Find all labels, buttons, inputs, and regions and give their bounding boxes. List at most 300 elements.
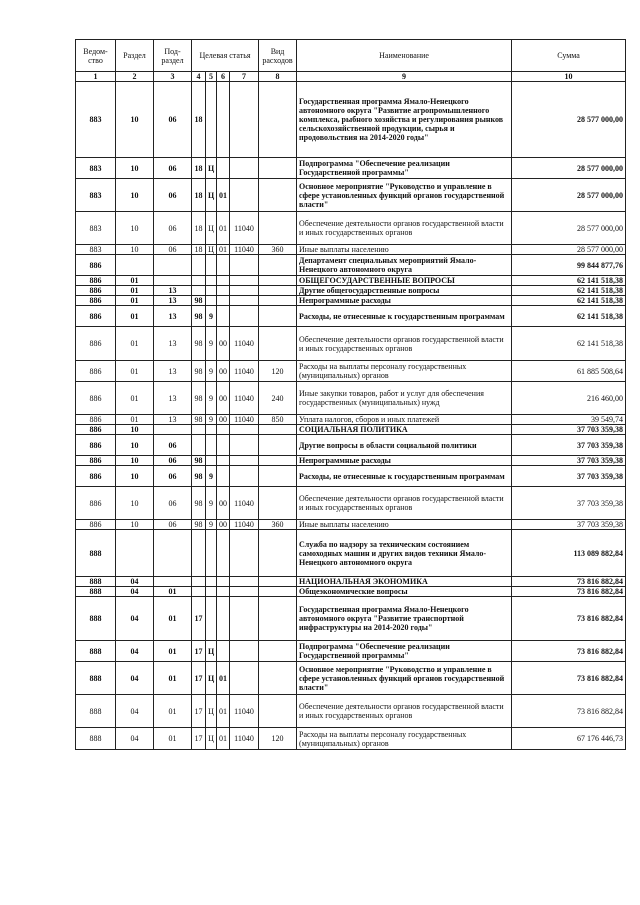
row-target-4 [230,306,259,327]
row-sum: 99 844 877,76 [512,255,626,276]
column-number: 1 [76,72,116,82]
row-name: Основное мероприятие "Руководство и управление в сфере установленных функций органов государственной власти" [297,179,512,212]
row-target-4 [230,456,259,466]
table-row [76,179,626,212]
row-podrazdel: 06 [154,466,192,487]
row-ved: 886 [76,425,116,435]
row-vid: 240 [259,382,297,415]
table-row [76,306,626,327]
row-vid [259,487,297,520]
row-sum: 37 703 359,38 [512,520,626,530]
row-target-1: 18 [192,245,206,255]
row-sum: 28 577 000,00 [512,212,626,245]
column-number-row [76,72,626,82]
header-row [76,40,626,72]
row-name: Общеэкономические вопросы [297,587,512,597]
row-vid [259,577,297,587]
row-ved: 888 [76,728,116,750]
row-sum: 62 141 518,38 [512,327,626,361]
row-sum: 28 577 000,00 [512,158,626,179]
row-name: Подпрограмма "Обеспечение реализации Государственной программы" [297,158,512,179]
table-row [76,158,626,179]
row-razdel: 04 [116,728,154,750]
row-sum: 39 549,74 [512,415,626,425]
row-sum: 216 460,00 [512,382,626,415]
row-podrazdel: 06 [154,487,192,520]
row-podrazdel: 01 [154,695,192,728]
row-name: Иные выплаты населению [297,245,512,255]
table-row [76,361,626,382]
row-razdel: 10 [116,82,154,158]
table-row [76,435,626,456]
row-podrazdel: 06 [154,456,192,466]
row-target-1 [192,530,206,577]
row-name: Подпрограмма "Обеспечение реализации Государственной программы" [297,641,512,662]
row-target-1: 17 [192,641,206,662]
row-ved: 883 [76,212,116,245]
row-target-4: 11040 [230,520,259,530]
row-target-4: 11040 [230,487,259,520]
row-target-3 [217,82,230,158]
row-name: Государственная программа Ямало-Ненецкого автономного округа "Развитие транспортной инфраструктуры на 2014-2020 годы" [297,597,512,641]
row-target-2 [206,82,217,158]
row-target-1: 98 [192,327,206,361]
row-target-2: 9 [206,306,217,327]
row-target-3 [217,435,230,456]
row-target-1: 17 [192,597,206,641]
row-ved: 886 [76,306,116,327]
row-podrazdel: 13 [154,296,192,306]
row-razdel: 01 [116,306,154,327]
row-razdel: 01 [116,296,154,306]
row-sum: 37 703 359,38 [512,425,626,435]
row-name: Иные выплаты населению [297,520,512,530]
row-name: Расходы на выплаты персоналу государственных (муниципальных) органов [297,361,512,382]
row-target-2: 9 [206,361,217,382]
column-number: 10 [512,72,626,82]
row-target-4: 11040 [230,382,259,415]
row-ved: 886 [76,456,116,466]
row-razdel: 10 [116,158,154,179]
row-target-1: 18 [192,82,206,158]
row-target-3: 01 [217,245,230,255]
row-target-2 [206,530,217,577]
row-razdel: 01 [116,361,154,382]
row-name: Обеспечение деятельности органов государственной власти и иных государственных органов [297,212,512,245]
row-target-4: 11040 [230,728,259,750]
row-name: Расходы на выплаты персоналу государственных (муниципальных) органов [297,728,512,750]
column-number: 8 [259,72,297,82]
row-target-4 [230,641,259,662]
row-name: Уплата налогов, сборов и иных платежей [297,415,512,425]
row-target-1 [192,587,206,597]
row-target-3: 00 [217,361,230,382]
column-number: 7 [230,72,259,82]
row-target-2: Ц [206,662,217,695]
row-target-4: 11040 [230,245,259,255]
row-razdel: 01 [116,276,154,286]
row-target-2: Ц [206,641,217,662]
row-razdel: 10 [116,212,154,245]
row-ved: 886 [76,327,116,361]
row-sum: 28 577 000,00 [512,82,626,158]
row-vid [259,466,297,487]
row-ved: 886 [76,276,116,286]
row-podrazdel: 01 [154,587,192,597]
row-ved: 886 [76,382,116,415]
row-target-3: 00 [217,520,230,530]
table-row [76,466,626,487]
table-row [76,597,626,641]
row-vid [259,587,297,597]
row-vid [259,641,297,662]
row-podrazdel: 01 [154,641,192,662]
row-target-4: 11040 [230,361,259,382]
row-ved: 888 [76,577,116,587]
row-podrazdel [154,577,192,587]
row-name: Обеспечение деятельности органов государственной власти и иных государственных органов [297,487,512,520]
row-target-4 [230,577,259,587]
row-vid [259,82,297,158]
row-podrazdel: 13 [154,286,192,296]
row-ved: 888 [76,587,116,597]
row-target-4 [230,276,259,286]
row-name: Иные закупки товаров, работ и услуг для обеспечения государственных (муниципальных) нужд [297,382,512,415]
row-target-2: 9 [206,520,217,530]
row-razdel: 04 [116,587,154,597]
row-razdel: 10 [116,435,154,456]
row-podrazdel: 13 [154,415,192,425]
table-row [76,212,626,245]
row-target-4 [230,296,259,306]
row-podrazdel: 13 [154,361,192,382]
table-row [76,425,626,435]
row-sum: 73 816 882,84 [512,587,626,597]
row-target-3 [217,425,230,435]
row-target-3 [217,456,230,466]
row-target-3: 01 [217,728,230,750]
row-name: Расходы, не отнесенные к государственным программам [297,466,512,487]
row-vid [259,435,297,456]
row-razdel: 01 [116,382,154,415]
row-name: НАЦИОНАЛЬНАЯ ЭКОНОМИКА [297,577,512,587]
row-target-1: 98 [192,382,206,415]
col-header-name: Наименование [297,40,512,72]
row-target-3: 00 [217,382,230,415]
row-ved: 883 [76,179,116,212]
row-razdel: 10 [116,520,154,530]
row-ved: 883 [76,158,116,179]
row-ved: 888 [76,695,116,728]
row-vid: 120 [259,728,297,750]
row-target-4 [230,158,259,179]
row-razdel: 04 [116,695,154,728]
row-podrazdel: 13 [154,306,192,327]
row-target-4 [230,255,259,276]
row-target-1: 98 [192,361,206,382]
col-header-razdel: Раздел [116,40,154,72]
row-target-2: 9 [206,327,217,361]
row-ved: 888 [76,662,116,695]
column-number: 3 [154,72,192,82]
table-row [76,530,626,577]
row-target-3 [217,276,230,286]
row-razdel: 10 [116,487,154,520]
table-row [76,415,626,425]
row-target-3: 00 [217,327,230,361]
row-target-1 [192,425,206,435]
row-podrazdel: 06 [154,520,192,530]
row-ved: 888 [76,597,116,641]
row-target-2 [206,577,217,587]
row-razdel: 04 [116,641,154,662]
row-vid [259,306,297,327]
row-ved: 888 [76,641,116,662]
row-name: ОБЩЕГОСУДАРСТВЕННЫЕ ВОПРОСЫ [297,276,512,286]
row-sum: 113 089 882,84 [512,530,626,577]
table-row [76,587,626,597]
table-row [76,487,626,520]
row-razdel: 01 [116,327,154,361]
row-name: Государственная программа Ямало-Ненецкого автономного округа "Развитие агропромышленного комплекса, рыбного хозяйства и регулирования рынков сельскохозяйственной продукции, сырья и продовольствия на 2014-2020 годы" [297,82,512,158]
row-target-3 [217,286,230,296]
col-header-podrazdel: Под-раздел [154,40,192,72]
table-row [76,456,626,466]
row-sum: 61 885 508,64 [512,361,626,382]
row-target-4: 11040 [230,415,259,425]
row-ved: 886 [76,487,116,520]
row-name: Непрограммные расходы [297,456,512,466]
table-row [76,695,626,728]
row-podrazdel: 13 [154,327,192,361]
row-vid [259,286,297,296]
row-vid [259,695,297,728]
row-name: Другие общегосударственные вопросы [297,286,512,296]
row-target-4 [230,435,259,456]
row-razdel: 10 [116,456,154,466]
row-podrazdel [154,255,192,276]
column-number: 4 [192,72,206,82]
row-target-2 [206,276,217,286]
row-sum: 73 816 882,84 [512,695,626,728]
row-name: Департамент специальных мероприятий Ямало-Ненецкого автономного округа [297,255,512,276]
row-razdel: 10 [116,179,154,212]
row-sum: 37 703 359,38 [512,456,626,466]
row-name: Другие вопросы в области социальной политики [297,435,512,456]
table-row [76,255,626,276]
row-vid [259,597,297,641]
row-target-4 [230,425,259,435]
row-target-2 [206,425,217,435]
row-target-1: 98 [192,415,206,425]
row-target-2 [206,456,217,466]
row-target-3 [217,158,230,179]
row-vid [259,327,297,361]
row-vid [259,158,297,179]
row-target-4 [230,82,259,158]
row-target-4: 11040 [230,695,259,728]
table-row [76,82,626,158]
row-ved: 883 [76,245,116,255]
row-vid [259,276,297,286]
row-razdel: 04 [116,597,154,641]
row-podrazdel: 13 [154,382,192,415]
row-vid [259,662,297,695]
row-podrazdel [154,276,192,286]
row-razdel: 01 [116,415,154,425]
row-target-1: 98 [192,296,206,306]
budget-table [75,39,626,750]
row-vid: 850 [259,415,297,425]
table-row [76,728,626,750]
row-vid: 360 [259,245,297,255]
row-name: СОЦИАЛЬНАЯ ПОЛИТИКА [297,425,512,435]
row-sum: 73 816 882,84 [512,577,626,587]
col-header-vid: Вид расходов [259,40,297,72]
row-ved: 886 [76,435,116,456]
column-number: 9 [297,72,512,82]
row-name: Непрограммные расходы [297,296,512,306]
row-sum: 37 703 359,38 [512,435,626,456]
row-target-1: 98 [192,520,206,530]
budget-document [75,39,626,750]
row-target-3: 01 [217,179,230,212]
row-name: Расходы, не отнесенные к государственным программам [297,306,512,327]
row-name: Обеспечение деятельности органов государственной власти и иных государственных органов [297,327,512,361]
row-target-3: 01 [217,662,230,695]
row-razdel: 04 [116,662,154,695]
row-podrazdel: 01 [154,597,192,641]
row-target-4 [230,662,259,695]
table-row [76,577,626,587]
row-ved: 886 [76,466,116,487]
row-target-1 [192,255,206,276]
row-podrazdel: 06 [154,82,192,158]
row-sum: 62 141 518,38 [512,276,626,286]
row-target-1: 98 [192,466,206,487]
row-target-1: 98 [192,306,206,327]
table-row [76,662,626,695]
row-ved: 888 [76,530,116,577]
column-number: 6 [217,72,230,82]
row-target-3: 00 [217,487,230,520]
row-target-2 [206,286,217,296]
row-target-4: 11040 [230,327,259,361]
row-ved: 883 [76,82,116,158]
row-sum: 73 816 882,84 [512,662,626,695]
row-razdel: 01 [116,286,154,296]
row-sum: 67 176 446,73 [512,728,626,750]
row-sum: 37 703 359,38 [512,466,626,487]
row-vid [259,530,297,577]
row-sum: 28 577 000,00 [512,245,626,255]
col-header-target: Целевая статья [192,40,259,72]
row-target-1: 18 [192,158,206,179]
row-podrazdel: 01 [154,728,192,750]
row-target-2 [206,587,217,597]
row-target-3 [217,587,230,597]
col-header-sum: Сумма [512,40,626,72]
table-row [76,296,626,306]
row-podrazdel: 06 [154,212,192,245]
row-target-2: Ц [206,695,217,728]
row-vid [259,425,297,435]
row-target-2: 9 [206,382,217,415]
row-podrazdel: 06 [154,179,192,212]
row-podrazdel: 01 [154,662,192,695]
row-target-2: Ц [206,179,217,212]
row-razdel: 04 [116,577,154,587]
row-target-2: 9 [206,415,217,425]
row-vid [259,255,297,276]
row-ved: 886 [76,520,116,530]
row-vid [259,456,297,466]
row-target-2 [206,255,217,276]
table-row [76,382,626,415]
table-row [76,286,626,296]
table-row [76,327,626,361]
table-row [76,520,626,530]
row-target-1 [192,286,206,296]
table-row [76,245,626,255]
row-podrazdel: 06 [154,435,192,456]
row-target-3 [217,296,230,306]
row-target-1: 18 [192,212,206,245]
table-row [76,276,626,286]
row-target-3 [217,255,230,276]
row-target-2 [206,296,217,306]
row-vid [259,212,297,245]
row-target-1 [192,577,206,587]
row-sum: 73 816 882,84 [512,641,626,662]
row-ved: 886 [76,361,116,382]
row-target-3 [217,306,230,327]
row-razdel [116,255,154,276]
row-target-4 [230,587,259,597]
row-vid: 360 [259,520,297,530]
table-row [76,641,626,662]
row-target-3 [217,641,230,662]
row-target-4 [230,530,259,577]
row-target-1: 17 [192,662,206,695]
row-target-3 [217,597,230,641]
row-target-4: 11040 [230,212,259,245]
row-target-1: 98 [192,456,206,466]
row-sum: 73 816 882,84 [512,597,626,641]
col-header-ved: Ведом-ство [76,40,116,72]
row-sum: 62 141 518,38 [512,296,626,306]
column-number: 2 [116,72,154,82]
row-target-4 [230,286,259,296]
column-number: 5 [206,72,217,82]
row-target-3: 00 [217,415,230,425]
row-name: Основное мероприятие "Руководство и управление в сфере установленных функций органов государственной власти" [297,662,512,695]
row-vid [259,179,297,212]
row-target-2 [206,597,217,641]
row-target-1: 17 [192,695,206,728]
row-name: Обеспечение деятельности органов государственной власти и иных государственных органов [297,695,512,728]
row-ved: 886 [76,415,116,425]
row-target-2 [206,435,217,456]
row-razdel: 10 [116,425,154,435]
row-target-4 [230,466,259,487]
row-sum: 62 141 518,38 [512,286,626,296]
row-target-2: Ц [206,158,217,179]
row-target-2: Ц [206,212,217,245]
row-podrazdel: 06 [154,158,192,179]
row-target-3 [217,466,230,487]
row-ved: 886 [76,296,116,306]
